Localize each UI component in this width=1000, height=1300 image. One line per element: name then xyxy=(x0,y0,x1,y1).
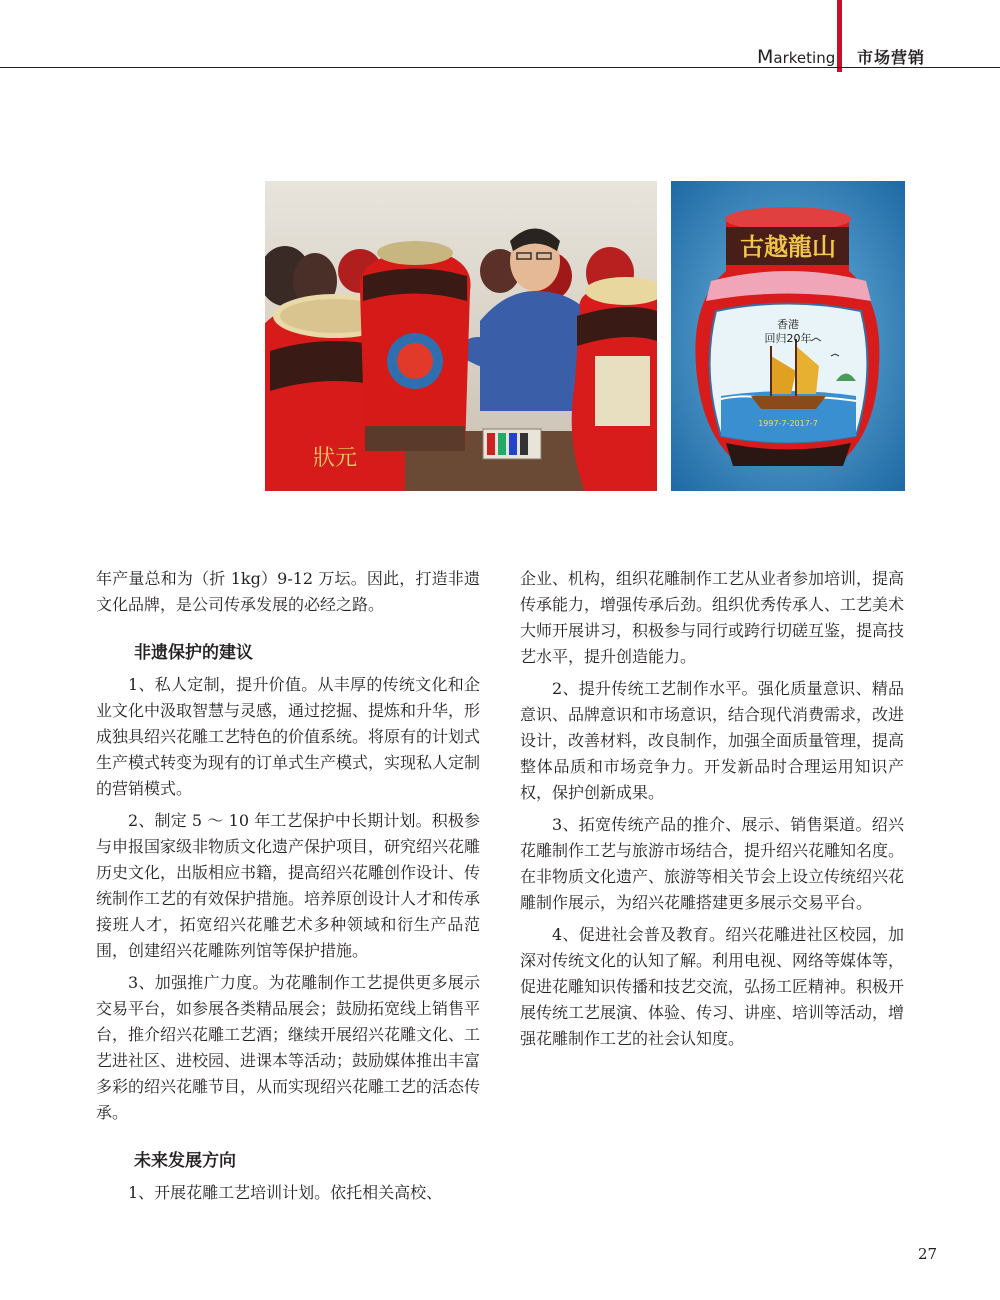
jar-top-text: 古越龍山 xyxy=(740,232,836,261)
page-number: 27 xyxy=(918,1245,938,1263)
svg-text:狀元: 狀元 xyxy=(312,446,358,471)
jar-label-line1: 香港 xyxy=(777,318,799,331)
section-heading: 未来发展方向 xyxy=(134,1151,236,1171)
jar-label-line2: 回归20年 xyxy=(764,332,812,345)
paragraph: 企业、机构，组织花雕制作工艺从业者参加培训，提高传承能力，增强传承后劲。组织优秀传承人、工艺美术大师开展讲习，积极参与同行或跨行切磋互鉴，提高技艺水平，提升创造能力。 xyxy=(520,569,905,666)
craftsman-illustration xyxy=(265,181,657,491)
right-column xyxy=(520,566,904,1052)
jar-date-range: 1997-7-2017-7 xyxy=(758,419,818,428)
left-column xyxy=(96,566,480,1206)
commemorative-jar-photo xyxy=(671,181,905,491)
paragraph: 2、提升传统工艺制作水平。强化质量意识、精品意识、品牌意识和市场意识，结合现代消费需求，改进设计，改善材料，改良制作，加强全面质量管理，提高整体品质和市场竞争力。开发新品时合理运用知识产权，保护创新成果。 xyxy=(520,679,905,802)
paragraph: 年产量总和为（折 1kg）9-12 万坛。因此，打造非遗文化品牌，是公司传承发展的必经之路。 xyxy=(96,569,480,614)
paragraph: 2、制定 5 ～ 10 年工艺保护中长期计划。积极参与申报国家级非物质文化遗产保护项目，研究绍兴花雕历史文化，出版相应书籍，提高绍兴花雕创作设计、传统制作工艺的有效保护措施。培养原创设计人才和传承接班人才，拓宽绍兴花雕艺术多种领域和衍生产品范围，创建绍兴花雕陈列馆等保护措施。 xyxy=(96,811,481,960)
section-heading: 非遗保护的建议 xyxy=(134,643,253,663)
paragraph: 1、开展花雕工艺培训计划。依托相关高校、 xyxy=(128,1183,443,1202)
commemorative-jar-illustration xyxy=(671,181,905,491)
section-label-chinese: 市场营销 xyxy=(857,48,926,67)
header-rule xyxy=(0,67,1000,68)
section-label-english: Marketing xyxy=(757,46,836,68)
craftsman-photo xyxy=(265,181,657,491)
paragraph: 3、拓宽传统产品的推介、展示、销售渠道。绍兴花雕制作工艺与旅游市场结合，提升绍兴花雕知名度。在非物质文化遗产、旅游等相关节会上设立传统绍兴花雕制作展示，为绍兴花雕搭建更多展示交易平台。 xyxy=(520,815,905,912)
paragraph: 3、加强推广力度。为花雕制作工艺提供更多展示交易平台，如参展各类精品展会；鼓励拓宽线上销售平台，推介绍兴花雕工艺酒；继续开展绍兴花雕文化、工艺进社区、进校园、进课本等活动；鼓励媒体推出丰富多彩的绍兴花雕节目，从而实现绍兴花雕工艺的活态传承。 xyxy=(96,973,481,1122)
paragraph: 1、私人定制，提升价值。从丰厚的传统文化和企业文化中汲取智慧与灵感，通过挖掘、提炼和升华，形成独具绍兴花雕工艺特色的价值系统。将原有的计划式生产模式转变为现有的订单式生产模式，实现私人定制的营销模式。 xyxy=(96,675,481,798)
paragraph: 4、促进社会普及教育。绍兴花雕进社区校园，加深对传统文化的认知了解。利用电视、网络等媒体等，促进花雕知识传播和技艺交流，弘扬工匠精神。积极开展传统工艺展演、体验、传习、讲座、培训等活动，增强花雕制作工艺的社会认知度。 xyxy=(520,925,905,1048)
header-accent-bar xyxy=(837,0,842,72)
